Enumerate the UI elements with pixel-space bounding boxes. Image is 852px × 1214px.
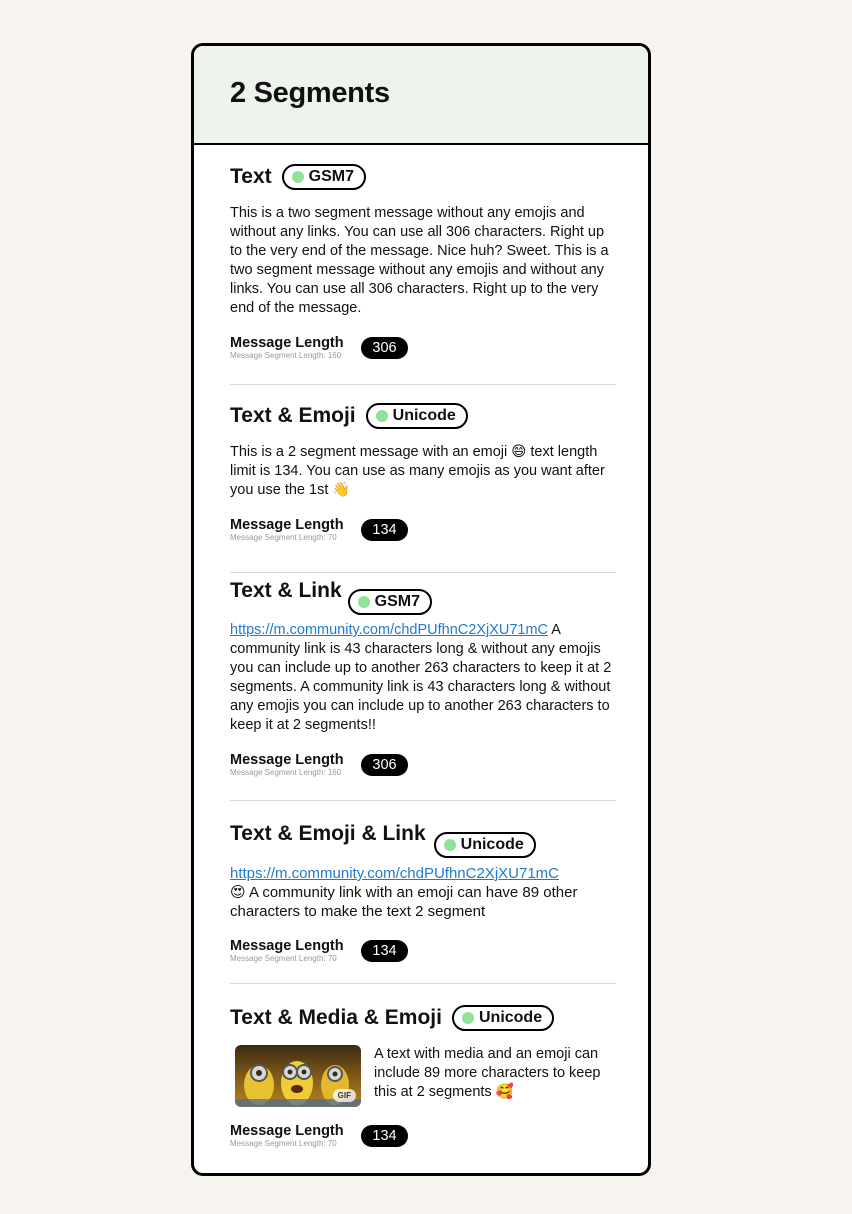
message-body-text: 😍 A community link with an emoji can have 89 other characters to make the text 2 segment: [230, 884, 578, 920]
section-text: [230, 162, 616, 361]
length-labels: [230, 938, 361, 964]
segment-length: Message Segment Length: 70: [230, 1139, 337, 1148]
section-title: Text & Media & Emoji: [230, 1006, 442, 1029]
divider: [230, 572, 616, 573]
section-title-row: [230, 401, 616, 431]
section-title: Text & Link: [230, 579, 342, 602]
encoding-label: GSM7: [374, 593, 420, 610]
message-body: This is a two segment message without any emojis and without any links. You can use all 306 characters. Right up to the very end of the message. Nice huh? Sweet. This is a two segment message without any emojis and without any links. You can use all 306 characters. Right up to the very end of the message.: [230, 205, 609, 316]
encoding-label: Unicode: [392, 407, 456, 424]
message-body: [230, 864, 616, 921]
length-title: Message Length: [230, 1123, 344, 1139]
segment-length: Message Segment Length: 70: [230, 533, 337, 542]
length-title: Message Length: [230, 517, 344, 533]
encoding-badge: [452, 1005, 554, 1031]
divider: [230, 800, 616, 801]
gif-badge: GIF: [333, 1089, 356, 1102]
section-title-row: [230, 1003, 616, 1033]
section-title-row: [230, 820, 616, 856]
encoding-badge: [348, 589, 432, 615]
section-text-emoji: [230, 401, 616, 543]
length-count: 306: [361, 754, 408, 776]
community-link[interactable]: https://m.community.com/chdPUfhnC2XjXU71mC: [230, 865, 559, 882]
section-title: Text: [230, 165, 272, 188]
divider: [230, 384, 616, 385]
gif-thumbnail[interactable]: [235, 1045, 361, 1107]
message-body: [230, 621, 616, 735]
length-row: [230, 938, 616, 964]
segment-length: Message Segment Length: 70: [230, 954, 337, 963]
segment-length: Message Segment Length: 160: [230, 351, 342, 360]
length-count: 134: [361, 940, 408, 962]
status-dot-icon: [376, 410, 388, 422]
card-header: [194, 46, 648, 145]
length-labels: [230, 335, 361, 361]
length-count: 134: [361, 1125, 408, 1147]
length-labels: [230, 752, 361, 778]
status-dot-icon: [444, 839, 456, 851]
community-link[interactable]: https://m.community.com/chdPUfhnC2XjXU71mC: [230, 622, 549, 638]
encoding-label: GSM7: [308, 168, 354, 185]
divider: [230, 983, 616, 984]
section-text-media-emoji: [230, 1003, 616, 1149]
section-text-emoji-link: [230, 820, 616, 964]
length-title: Message Length: [230, 938, 344, 954]
length-title: Message Length: [230, 335, 344, 351]
encoding-badge: [366, 403, 468, 429]
status-dot-icon: [292, 171, 304, 183]
section-title-row: [230, 162, 616, 192]
section-title: Text & Emoji: [230, 404, 356, 427]
length-row: [230, 335, 616, 361]
section-text-link: [230, 577, 616, 778]
encoding-badge: [434, 832, 536, 858]
page-title: 2 Segments: [230, 77, 390, 109]
encoding-badge: [282, 164, 366, 190]
length-count: 134: [361, 519, 408, 541]
segment-length: Message Segment Length: 160: [230, 768, 342, 777]
length-title: Message Length: [230, 752, 344, 768]
section-title: Text & Emoji & Link: [230, 822, 426, 845]
length-row: [230, 517, 616, 543]
section-title-row: [230, 577, 616, 613]
length-row: [230, 1123, 616, 1149]
status-dot-icon: [358, 596, 370, 608]
message-body-text: A community link is 43 characters long & without any emojis you can include up to another 263 characters to keep it at 2 segments. A community link is 43 characters long & without any emojis you can include up to another 263 characters to keep it at 2 segments!!: [230, 622, 612, 733]
status-dot-icon: [462, 1012, 474, 1024]
encoding-label: Unicode: [460, 836, 524, 853]
media-row: [230, 1045, 616, 1107]
segments-card: [191, 43, 651, 1176]
length-labels: [230, 1123, 361, 1149]
length-row: [230, 752, 616, 778]
message-body: A text with media and an emoji can include 89 more characters to keep this at 2 segments 🥰: [374, 1046, 601, 1100]
message-body: This is a 2 segment message with an emoji 😄 text length limit is 134. You can use as many emojis as you want after you use the 1st 👋: [230, 444, 605, 498]
length-count: 306: [361, 337, 408, 359]
encoding-label: Unicode: [478, 1009, 543, 1026]
length-labels: [230, 517, 361, 543]
